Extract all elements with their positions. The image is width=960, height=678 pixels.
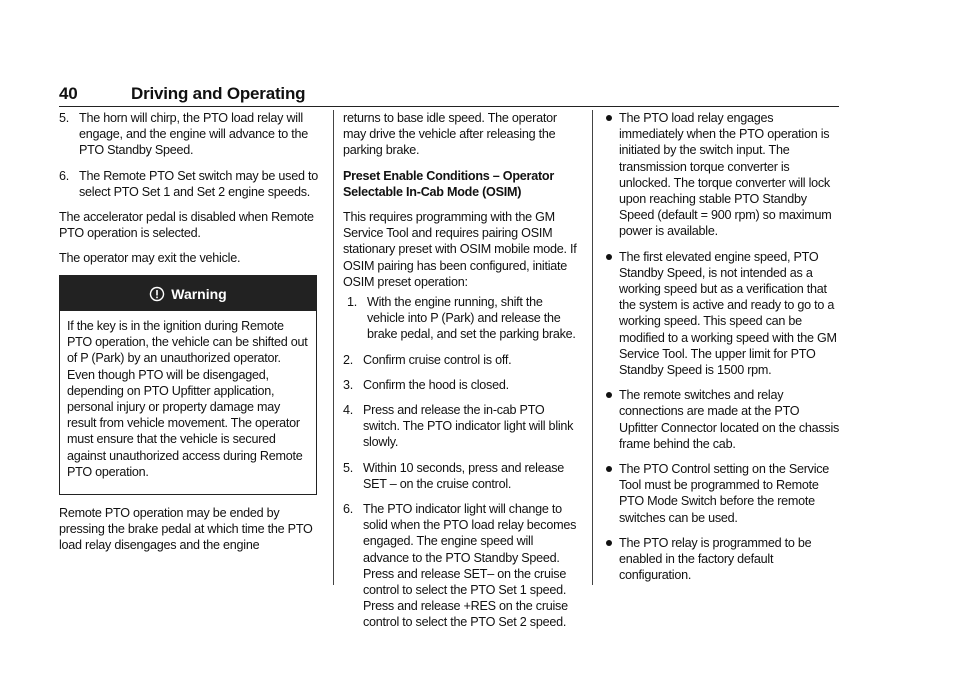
bullet-text: The PTO relay is programmed to be enabled in the factory default configuration. xyxy=(619,535,812,583)
bullet-text: The PTO Control setting on the Service Tool must be programmed to Remote PTO Mode Switch before the remote switches can be used. xyxy=(619,462,830,525)
bullet-text: The PTO load relay engages immediately when the PTO operation is initiated by the switch input. The transmission torque converter is unlocked. The torque converter will lock upon reaching stable PTO Standby Speed (default = 900 rpm) so maximum power is available. xyxy=(619,111,832,239)
paragraph: This requires programming with the GM Service Tool and requires pairing OSIM stationary preset with OSIM mobile mode. If OSIM pairing has been configured, initiate OSIM preset operation: xyxy=(343,210,577,289)
item-number: 5. xyxy=(59,111,70,125)
paragraph: The operator may exit the vehicle. xyxy=(59,251,241,266)
list-item xyxy=(343,501,580,631)
bullet-icon xyxy=(606,254,612,260)
paragraph: Remote PTO operation may be ended by pressing the brake pedal at which time the PTO load relay disengages and the engine xyxy=(59,506,313,553)
warning-header xyxy=(60,276,316,311)
item-number: 6. xyxy=(59,168,70,183)
bullet-icon xyxy=(606,115,612,121)
bullet-text: The first elevated engine speed, PTO Standby Speed, is not intended as a working speed but as a verification that the system is active and ready to go to a working speed. This speed can be modified to a working speed with the GM Service Tool. The upper limit for PTO Standby Speed is 1500 rpm. xyxy=(619,249,837,378)
bullet-item xyxy=(605,461,840,526)
page-header xyxy=(59,84,839,107)
item-text: The PTO indicator light will change to solid when the PTO load relay becomes engaged. The engine speed will advance to the PTO Standby Speed. Press and release SET– on the cruise control to select the PTO Set 1 speed. Press and release +RES on the cruise control to select the PTO Set 2 speed. xyxy=(363,502,577,630)
column-2 xyxy=(343,110,580,640)
column-divider xyxy=(333,110,334,585)
paragraph: The accelerator pedal is disabled when Remote PTO operation is selected. xyxy=(59,210,314,241)
column-divider xyxy=(592,110,593,585)
paragraph: returns to base idle speed. The operator may drive the vehicle after releasing the parking brake. xyxy=(343,111,557,158)
item-text: Within 10 seconds, press and release SET – on the cruise control. xyxy=(363,460,565,491)
list-item xyxy=(343,352,580,368)
warning-icon xyxy=(149,286,165,302)
item-text: The Remote PTO Set switch may be used to select PTO Set 1 and Set 2 engine speeds. xyxy=(79,168,318,199)
bullet-icon xyxy=(606,466,612,472)
list-item xyxy=(343,377,580,393)
item-text: Confirm the hood is closed. xyxy=(363,377,509,392)
list-item xyxy=(59,168,321,200)
bullet-item xyxy=(605,535,840,584)
column-1 xyxy=(59,110,321,276)
bullet-item xyxy=(605,249,840,379)
item-text: Press and release the in-cab PTO switch. The PTO indicator light will blink slowly. xyxy=(363,403,574,450)
list-item xyxy=(343,402,580,451)
item-number: 6. xyxy=(343,502,354,517)
page-number: 40 xyxy=(59,84,78,103)
item-text: With the engine running, shift the vehicle into P (Park) and release the brake pedal, and set the parking brake. xyxy=(367,295,576,342)
column-3 xyxy=(605,110,840,592)
item-number: 2. xyxy=(343,352,354,367)
section-heading: Preset Enable Conditions – Operator Selectable In-Cab Mode (OSIM) xyxy=(343,168,554,199)
bullet-icon xyxy=(606,540,612,546)
item-number: 1. xyxy=(347,295,358,310)
item-number: 5. xyxy=(343,460,354,475)
item-text: The horn will chirp, the PTO load relay will engage, and the engine will advance to the PTO Standby Speed. xyxy=(79,111,308,158)
section-title: Driving and Operating xyxy=(131,84,306,103)
item-text: Confirm cruise control is off. xyxy=(363,352,512,367)
bullet-text: The remote switches and relay connections are made at the PTO Upfitter Connector located on the chassis frame behind the cab. xyxy=(619,388,840,451)
warning-title: Warning xyxy=(171,285,227,302)
bullet-item xyxy=(605,110,840,240)
warning-box xyxy=(59,275,317,495)
item-number: 3. xyxy=(343,377,354,392)
list-item xyxy=(59,110,321,159)
list-item xyxy=(343,460,580,492)
warning-body: If the key is in the ignition during Remote PTO operation, the vehicle can be shifted out of P (Park) by an unauthorized operator. Even though PTO will be disengaged, depending on PTO Upfitter application, personal injury or property damage may result from vehicle movement. The operator must ensure that the vehicle is secured against unauthorized access during Remote PTO operation. xyxy=(67,319,308,479)
bullet-item xyxy=(605,387,840,452)
list-item xyxy=(347,294,580,343)
bullet-icon xyxy=(606,392,612,398)
item-number: 4. xyxy=(343,403,354,418)
